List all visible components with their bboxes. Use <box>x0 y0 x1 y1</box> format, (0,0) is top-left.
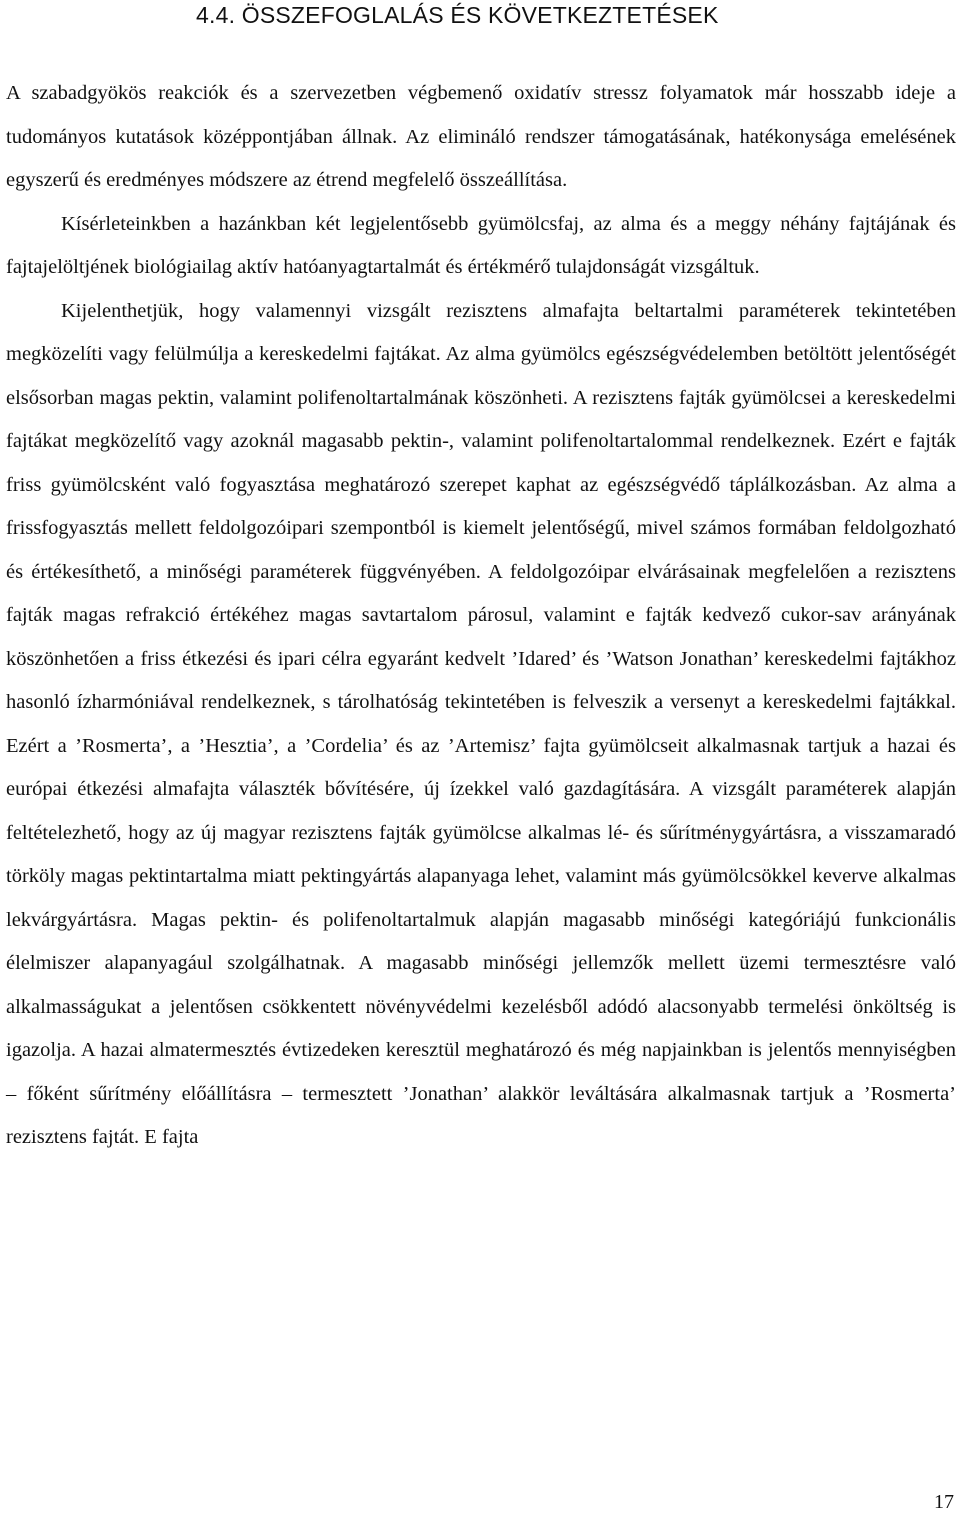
paragraph-intro: A szabadgyökös reakciók és a szervezetben végbemenő oxidatív stressz folyamatok már hosszabb ideje a tudományos kutatások középpontjában állnak. Az elimináló rendszer támogatásának, hatékonysága emelésének egyszerű és eredményes módszere az étrend megfelelő összeállítása. <box>6 82 956 191</box>
section-heading: 4.4. ÖSSZEFOGLALÁS ÉS KÖVETKEZTETÉSEK <box>196 2 719 28</box>
page-number: 17 <box>934 1491 954 1513</box>
body-text <box>6 72 956 1160</box>
paragraph-conclusions: Kijelenthetjük, hogy valamennyi vizsgált rezisztens almafajta beltartalmi paraméterek tekintetében megközelíti vagy felülmúlja a kereskedelmi fajtákat. Az alma gyümölcs egészségvédelemben betöltött jelentőségét elsősorban magas pektin, valamint polifenoltartalmának köszönheti. A rezisztens fajták gyümölcsei a kereskedelmi fajtákat megközelítő vagy azoknál magasabb pektin-, valamint polifenoltartalommal rendelkeznek. Ezért e fajták friss gyümölcsként való fogyasztása meghatározó szerepet kaphat az egészségvédő táplálkozásban. Az alma a frissfogyasztás mellett feldolgozóipari szempontból is kiemelt jelentőségű, mivel számos formában feldolgozható és értékesíthető, a minőségi paraméterek függvényében. A feldolgozóipar elvárásainak megfelelően a rezisztens fajták magas refrakció értékéhez magas savtartalom párosul, valamint e fajták kedvező cukor-sav arányának köszönhetően a friss étkezési és ipari célra egyaránt kedvelt ’Idared’ és ’Watson Jonathan’ kereskedelmi fajtákhoz hasonló ízharmóniával rendelkeznek, s tárolhatóság tekintetében is felveszik a versenyt a kereskedelmi fajtákkal. Ezért a ’Rosmerta’, a ’Hesztia’, a ’Cordelia’ és az ’Artemisz’ fajta gyümölcseit alkalmasnak tartjuk a hazai és európai étkezési almafajta választék bővítésére, új ízekkel való gazdagítására. A vizsgált paraméterek alapján feltételezhető, hogy az új magyar rezisztens fajták gyümölcse alkalmas lé- és sűrítménygyártásra, a visszamaradó törköly magas pektintartalma miatt pektingyártás alapanyaga lehet, valamint más gyümölcsökkel keverve alkalmas lekvárgyártásra. Magas pektin- és polifenoltartalmuk alapján magasabb minőségi kategóriájú funkcionális élelmiszer alapanyagául szolgálhatnak. A magasabb minőségi jellemzők mellett üzemi termesztésre való alkalmasságukat a jelentősen csökkentett növényvédelmi kezelésből adódó alacsonyabb termelési önköltség is igazolja. A hazai almatermesztés évtizedeken keresztül meghatározó és még napjainkban is jelentős mennyiségben – főként sűrítmény előállításra – termesztett ’Jonathan’ alakkör leváltására alkalmasnak tartjuk a ’Rosmerta’ rezisztens fajtát. E fajta <box>6 299 956 1148</box>
document-page <box>6 0 956 1517</box>
paragraph-experiments: Kísérleteinkben a hazánkban két legjelentősebb gyümölcsfaj, az alma és a meggy néhány fajtájának és fajtajelöltjének biológiailag aktív hatóanyagtartalmát és értékmérő tulajdonságát vizsgáltuk. <box>6 212 956 278</box>
